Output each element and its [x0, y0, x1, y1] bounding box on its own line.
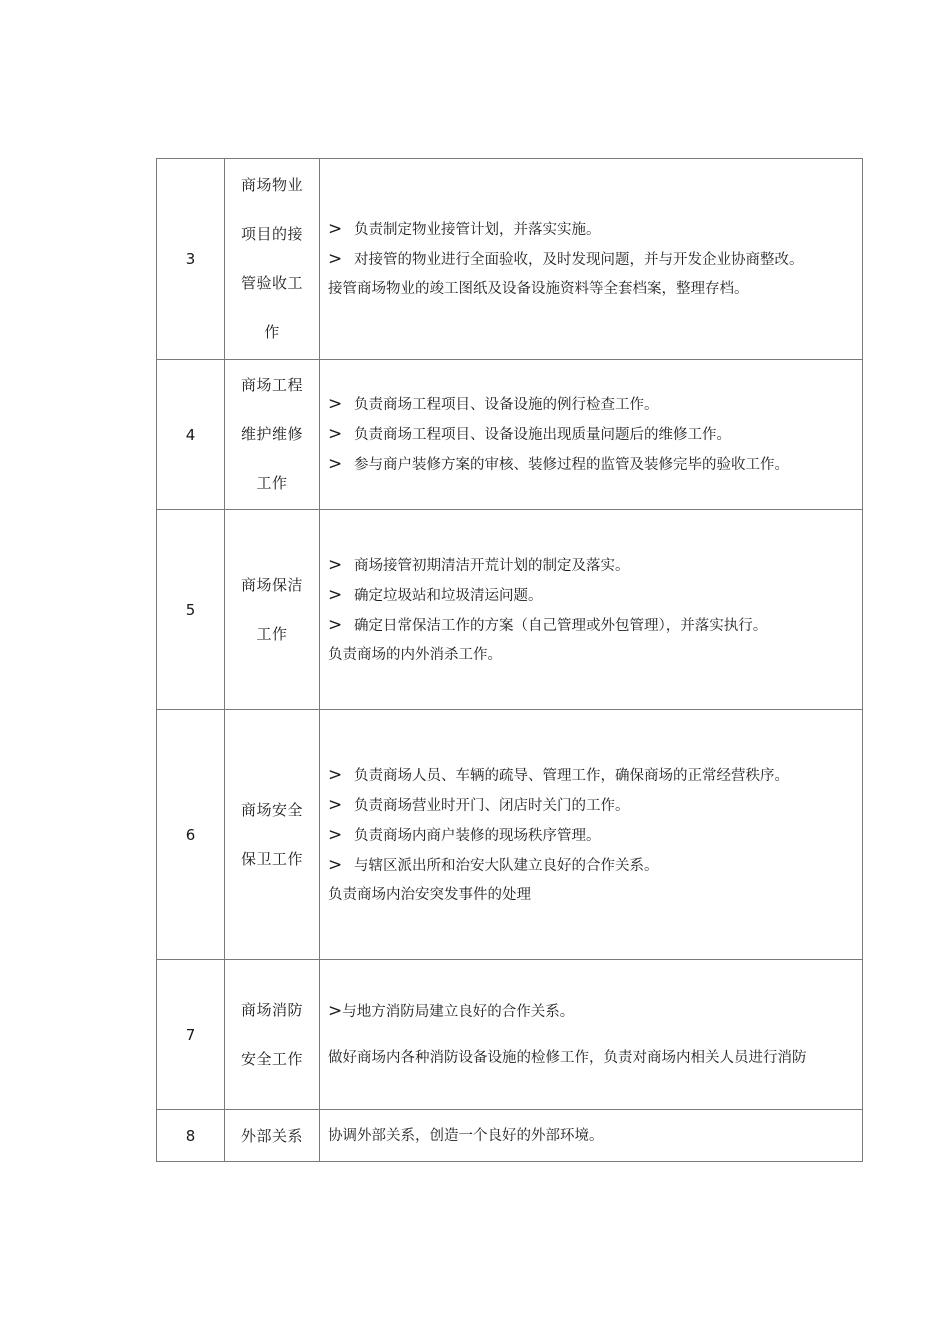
- bullet-arrow-icon: >: [328, 219, 343, 239]
- duty-item: [320, 585, 862, 606]
- duty-item: [320, 249, 862, 270]
- table-row: [157, 159, 863, 360]
- table-row: [157, 360, 863, 510]
- duty-item: [320, 454, 862, 475]
- bullet-arrow-icon: >: [328, 794, 343, 815]
- duty-item: [320, 219, 862, 240]
- row-name-cell: [225, 159, 320, 360]
- row-number: 8: [157, 1110, 225, 1162]
- row-duties: [320, 510, 863, 710]
- duty-item: [320, 855, 862, 876]
- row-name: 商场安全保卫工作: [240, 800, 303, 868]
- duty-item: [320, 1048, 862, 1068]
- row-name-cell: [225, 510, 320, 710]
- duty-text: 负责商场工程项目、设备设施的例行检查工作。: [354, 397, 659, 413]
- bullet-arrow-icon: >: [328, 554, 343, 575]
- duty-item: [320, 885, 862, 905]
- duty-text: 与地方消防局建立良好的合作关系。: [342, 1004, 575, 1020]
- bullet-arrow-icon: >: [328, 454, 343, 474]
- duty-item: [320, 1126, 862, 1146]
- duty-text: 协调外部关系，创造一个良好的外部环境。: [328, 1127, 604, 1144]
- row-number: 7: [157, 960, 225, 1110]
- duty-text: 与辖区派出所和治安大队建立良好的合作关系。: [354, 857, 659, 874]
- duty-text: 参与商户装修方案的审核、装修过程的监管及装修完毕的验收工作。: [354, 457, 789, 473]
- duty-text: 确定日常保洁工作的方案（自己管理或外包管理），并落实执行。: [354, 617, 768, 634]
- row-duties: [320, 1110, 863, 1162]
- duty-item: [320, 424, 862, 445]
- duty-text: 商场接管初期清洁开荒计划的制定及落实。: [354, 557, 630, 574]
- duty-text: 负责商场内治安突发事件的处理: [328, 886, 531, 903]
- row-duties: [320, 960, 863, 1110]
- table-row: [157, 510, 863, 710]
- bullet-arrow-icon: >: [328, 1001, 343, 1021]
- bullet-arrow-icon: >: [328, 249, 343, 269]
- bullet-arrow-icon: >: [328, 394, 343, 414]
- duty-text: 对接管的物业进行全面验收，及时发现问题，并与开发企业协商整改。: [354, 252, 804, 268]
- table-row: [157, 960, 863, 1110]
- row-name-cell: [225, 960, 320, 1110]
- row-name: 商场消防安全工作: [240, 1000, 303, 1068]
- duty-text: 负责商场内商户装修的现场秩序管理。: [354, 827, 601, 844]
- row-name-cell: [225, 360, 320, 510]
- duty-item: [320, 825, 862, 846]
- duty-text: 负责商场工程项目、设备设施出现质量问题后的维修工作。: [354, 427, 731, 443]
- duty-text: 负责商场人员、车辆的疏导、管理工作，确保商场的正常经营秩序。: [354, 767, 789, 784]
- bullet-arrow-icon: >: [328, 424, 343, 444]
- row-number: 4: [157, 360, 225, 510]
- bullet-arrow-icon: >: [328, 854, 343, 875]
- bullet-arrow-icon: >: [328, 764, 343, 785]
- duty-table: [156, 158, 863, 1162]
- duty-text: 负责商场的内外消杀工作。: [328, 646, 502, 663]
- row-duties: [320, 710, 863, 960]
- row-name: 商场物业项目的接管验收工作: [240, 176, 303, 341]
- duty-item: [320, 645, 862, 665]
- duty-text: 负责商场营业时开门、闭店时关门的工作。: [354, 797, 630, 814]
- duty-item: [320, 394, 862, 415]
- duty-item: [320, 1001, 862, 1022]
- table-row: [157, 1110, 863, 1162]
- row-number: 6: [157, 710, 225, 960]
- duty-item: [320, 795, 862, 816]
- duty-text: 接管商场物业的竣工图纸及设备设施资料等全套档案，整理存档。: [328, 281, 749, 297]
- table-row: [157, 710, 863, 960]
- bullet-arrow-icon: >: [328, 824, 343, 845]
- row-name: 商场工程维护维修工作: [240, 376, 303, 492]
- duty-item: [320, 279, 862, 299]
- bullet-arrow-icon: >: [328, 584, 343, 605]
- row-name: 外部关系: [240, 1126, 303, 1145]
- duty-item: [320, 555, 862, 576]
- row-duties: [320, 360, 863, 510]
- duty-item: [320, 765, 862, 786]
- bullet-arrow-icon: >: [328, 614, 343, 635]
- row-name-cell: [225, 710, 320, 960]
- row-number: 3: [157, 159, 225, 360]
- duty-text: 做好商场内各种消防设备设施的检修工作，负责对商场内相关人员进行消防: [328, 1050, 807, 1066]
- row-duties: [320, 159, 863, 360]
- duty-text: 负责制定物业接管计划，并落实实施。: [354, 222, 601, 238]
- duty-item: [320, 615, 862, 636]
- row-name: 商场保洁工作: [240, 575, 303, 643]
- duty-text: 确定垃圾站和垃圾清运问题。: [354, 587, 543, 604]
- duty-table-body: [157, 159, 863, 1162]
- row-number: 5: [157, 510, 225, 710]
- row-name-cell: [225, 1110, 320, 1162]
